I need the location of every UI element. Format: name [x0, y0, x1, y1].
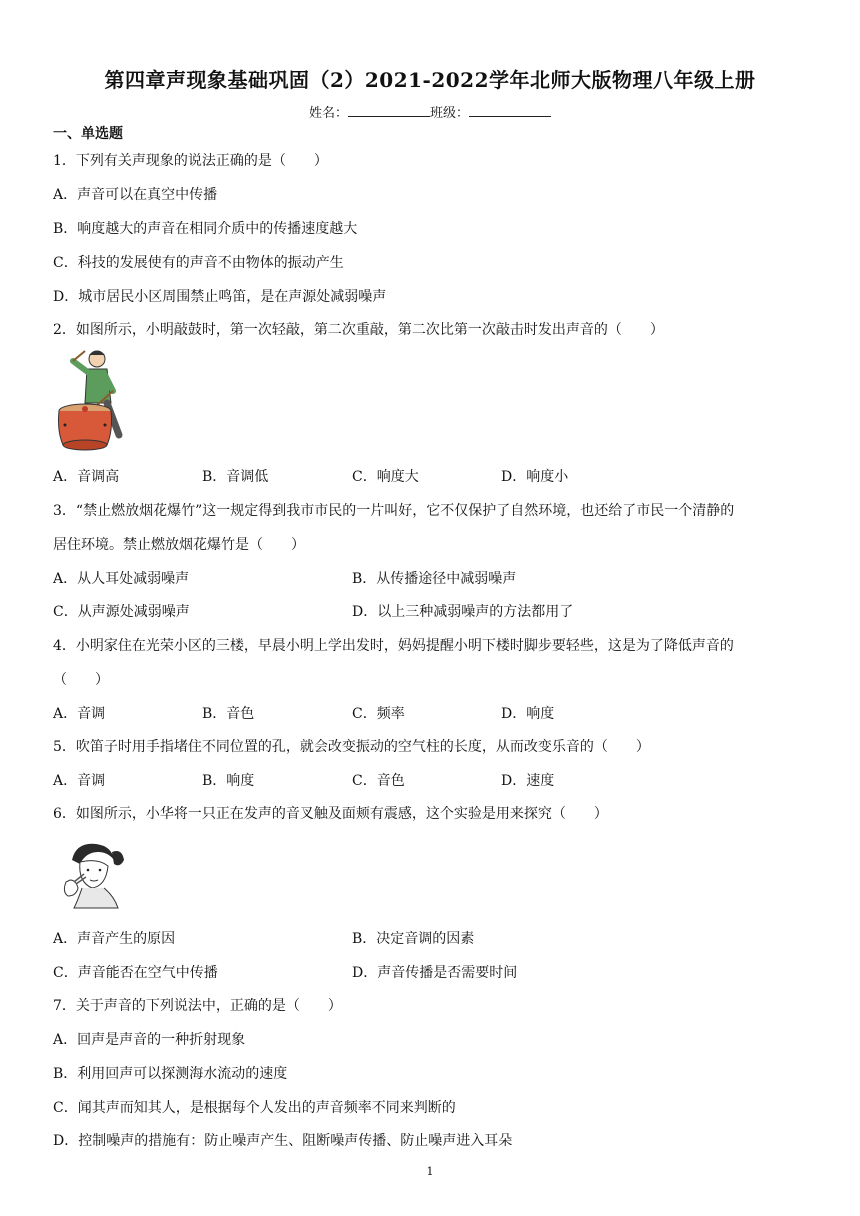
q3-option-d: D．以上三种减弱噪声的方法都用了	[352, 604, 574, 620]
q5-option-c: C．音色	[352, 773, 405, 789]
q3-stem-line2: 居住环境。禁止燃放烟花爆竹是（ ）	[53, 537, 305, 553]
q4-option-a: A．音调	[53, 706, 106, 722]
q2-option-b: B．音调低	[202, 469, 269, 485]
q2-option-d: D．响度小	[501, 469, 569, 485]
tuning-fork-figure	[58, 838, 126, 910]
q7-option-b: B．利用回声可以探测海水流动的速度	[53, 1066, 288, 1082]
q5-option-a: A．音调	[53, 773, 106, 789]
section-heading: 一、单选题	[53, 126, 123, 142]
page-number: 1	[426, 1165, 434, 1178]
name-class-line	[0, 102, 860, 121]
class-blank	[469, 104, 551, 117]
q4-option-d: D．响度	[501, 706, 555, 722]
q1-option-b: B．响度越大的声音在相同介质中的传播速度越大	[53, 221, 358, 237]
q5-stem: 5．吹笛子时用手指堵住不同位置的孔，就会改变振动的空气柱的长度，从而改变乐音的（ ）	[53, 739, 650, 755]
q4-option-b: B．音色	[202, 706, 255, 722]
q2-option-a: A．音调高	[53, 469, 120, 485]
name-blank	[348, 104, 430, 117]
q1-stem: 1．下列有关声现象的说法正确的是（ ）	[53, 153, 328, 169]
q4-stem-line2: （ ）	[53, 672, 109, 688]
q1-option-a: A．声音可以在真空中传播	[53, 187, 218, 203]
q6-option-b: B．决定音调的因素	[352, 931, 475, 947]
q1-option-d: D．城市居民小区周围禁止鸣笛，是在声源处减弱噪声	[53, 289, 387, 305]
q2-option-c: C．响度大	[352, 469, 419, 485]
q6-option-c: C．声音能否在空气中传播	[53, 965, 218, 981]
q4-option-c: C．频率	[352, 706, 405, 722]
q7-option-d: D．控制噪声的措施有：防止噪声产生、阻断噪声传播、防止噪声进入耳朵	[53, 1133, 513, 1149]
q4-stem-line1: 4．小明家住在光荣小区的三楼，早晨小明上学出发时，妈妈提醒小明下楼时脚步要轻些，这是为了降低声音的	[53, 638, 734, 654]
q5-option-d: D．速度	[501, 773, 555, 789]
q3-option-a: A．从人耳处减弱噪声	[53, 571, 190, 587]
q3-option-c: C．从声源处减弱噪声	[53, 604, 190, 620]
q3-stem-line1: 3．“禁止燃放烟花爆竹”这一规定得到我市市民的一片叫好，它不仅保护了自然环境，也还给了市民一个清静的	[53, 503, 735, 519]
q6-option-d: D．声音传播是否需要时间	[352, 965, 518, 981]
q7-option-a: A．回声是声音的一种折射现象	[53, 1032, 246, 1048]
page-title: 第四章声现象基础巩固（2）2021-2022学年北师大版物理八年级上册	[104, 68, 756, 92]
q3-option-b: B．从传播途径中减弱噪声	[352, 571, 517, 587]
q5-option-b: B．响度	[202, 773, 255, 789]
class-label: 班级：	[430, 106, 470, 121]
q7-stem: 7．关于声音的下列说法中，正确的是（ ）	[53, 998, 342, 1014]
q2-stem: 2．如图所示，小明敲鼓时，第一次轻敲，第二次重敲，第二次比第一次敲击时发出声音的（ ）	[53, 322, 664, 338]
name-label: 姓名：	[308, 106, 348, 121]
q1-option-c: C．科技的发展使有的声音不由物体的振动产生	[53, 255, 344, 271]
q6-stem: 6．如图所示，小华将一只正在发声的音叉触及面颊有震感，这个实验是用来探究（ ）	[53, 806, 608, 822]
q7-option-c: C．闻其声而知其人，是根据每个人发出的声音频率不同来判断的	[53, 1100, 456, 1116]
drum-figure	[55, 345, 127, 453]
q6-option-a: A．声音产生的原因	[53, 931, 176, 947]
